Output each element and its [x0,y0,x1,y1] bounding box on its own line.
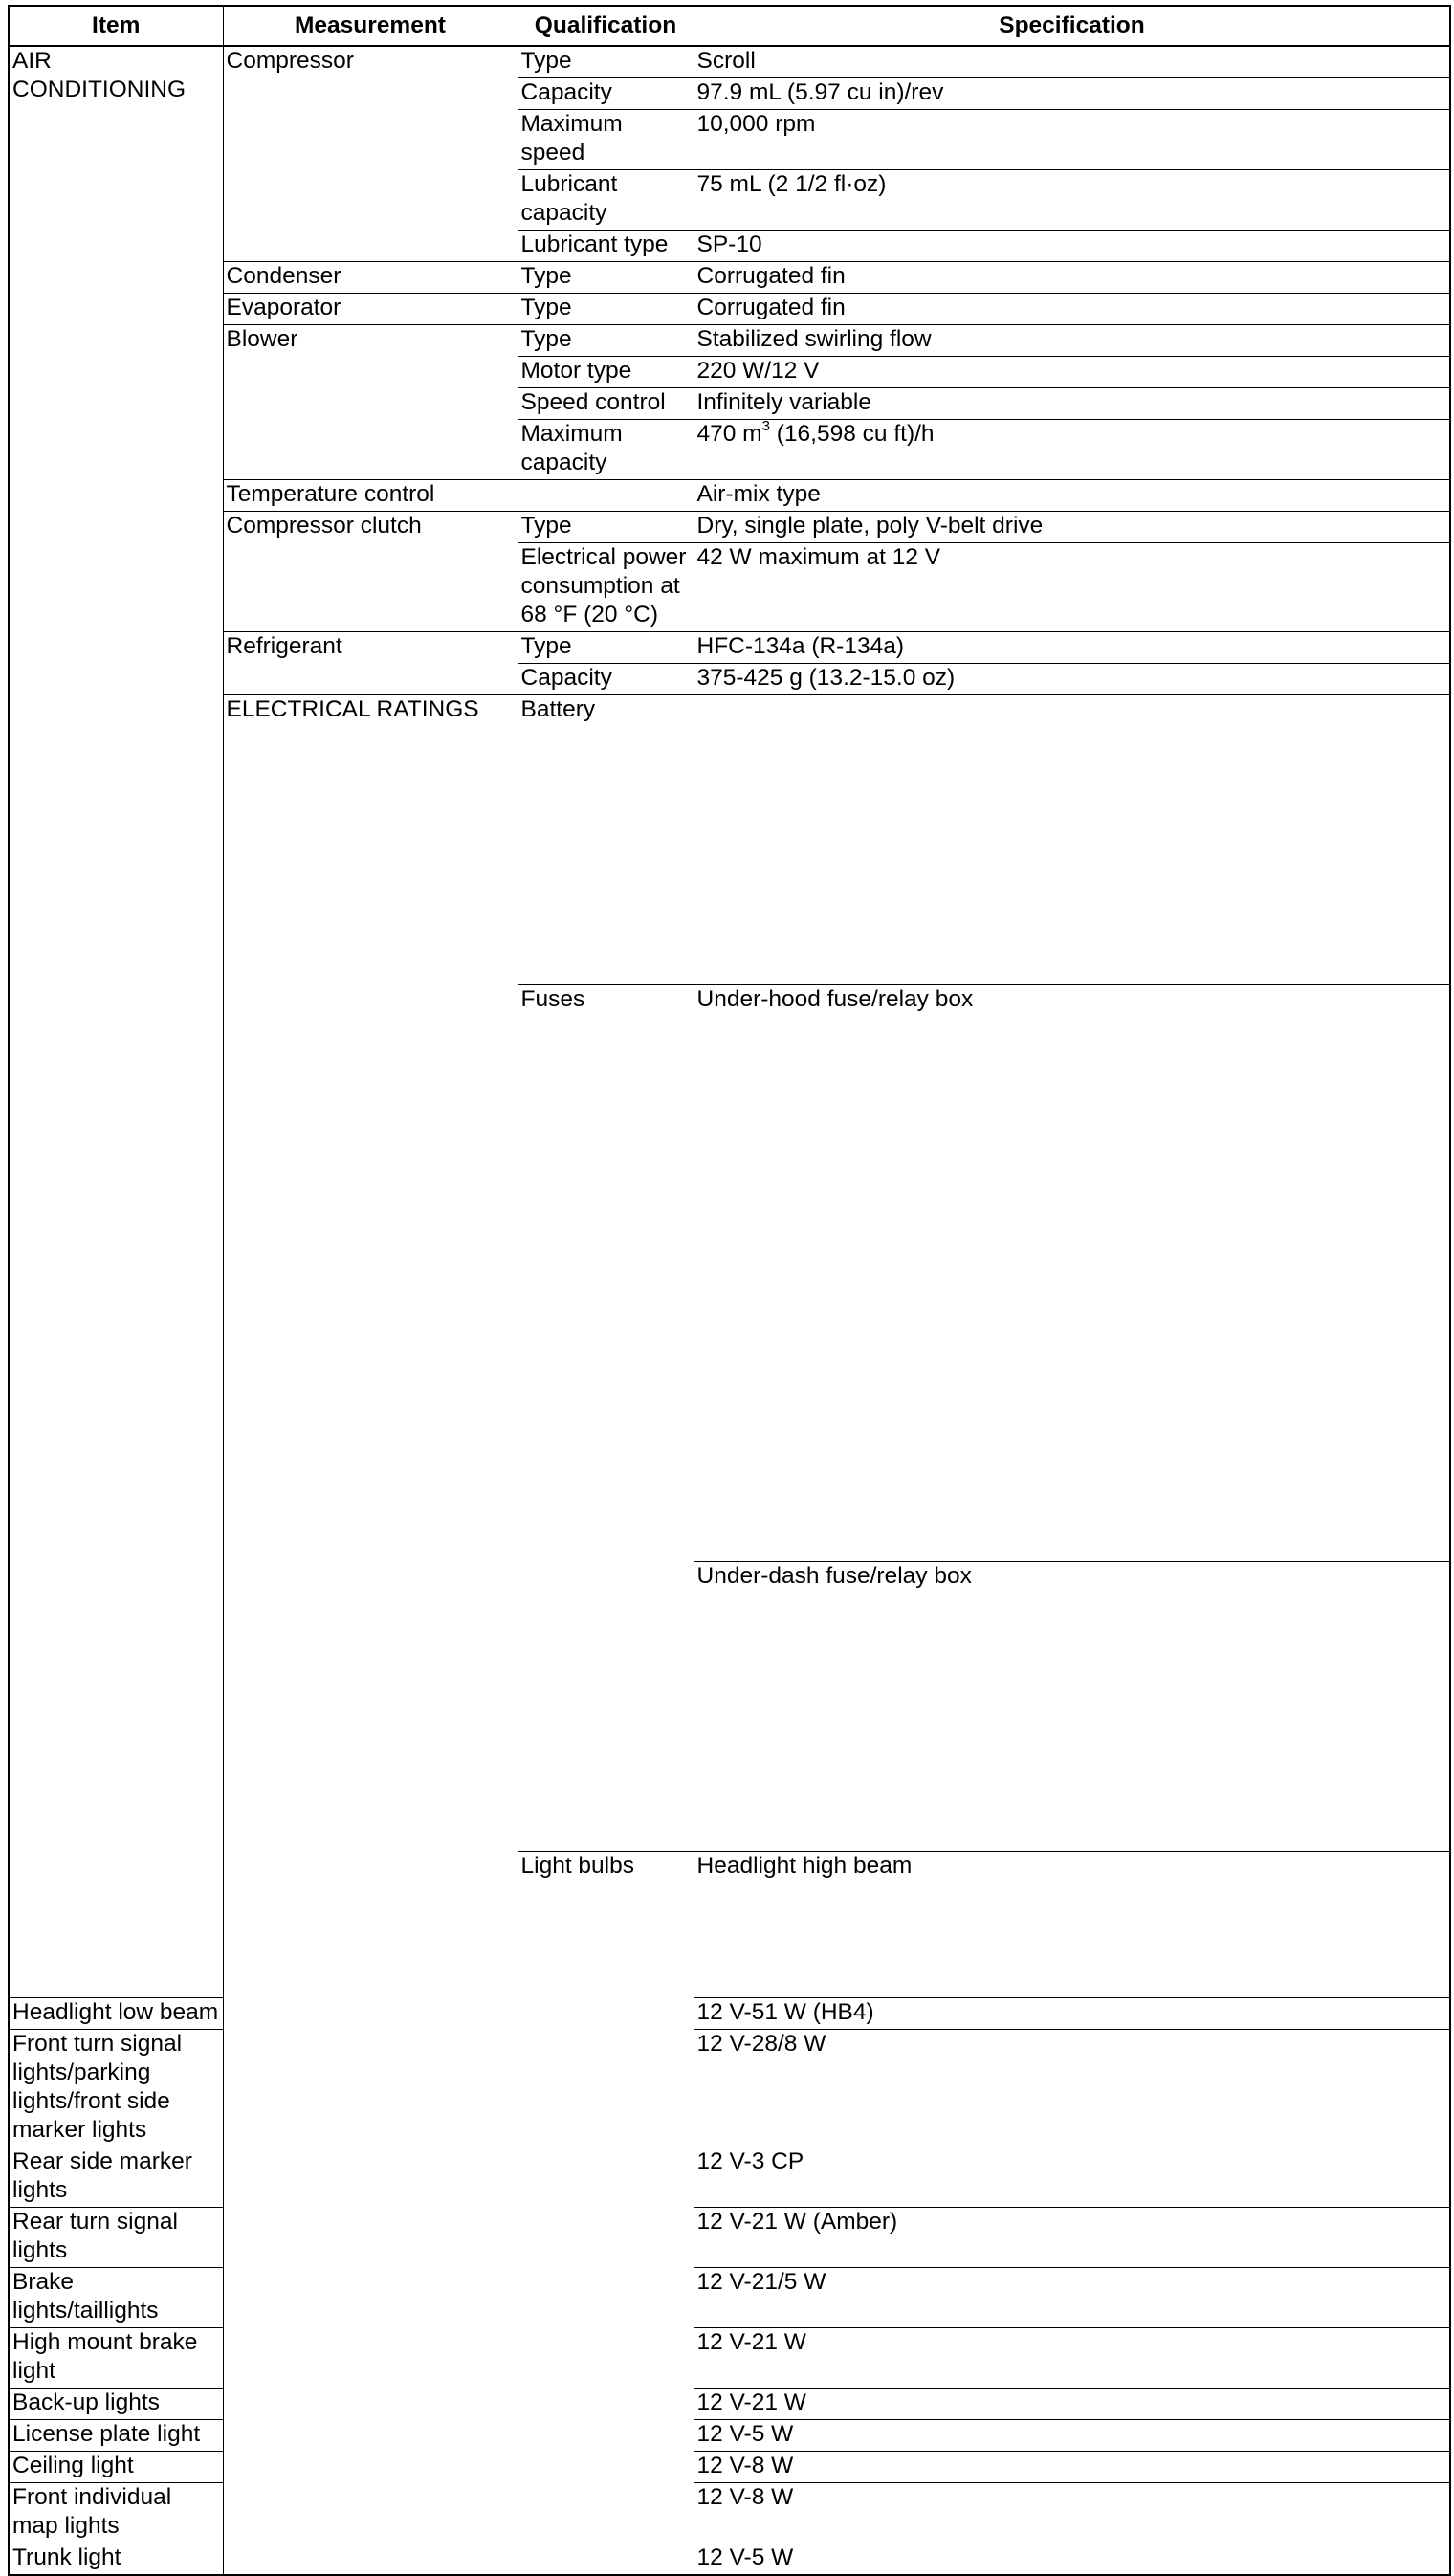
header-specification: Specification [694,6,1450,46]
qualification-cell: Front turn signal lights/parking lights/front side marker lights [9,2030,223,2147]
measurement-light-bulbs: Light bulbs [518,1852,694,2576]
qualification-cell: Ceiling light [9,2452,223,2483]
qualification-cell: Type [518,512,694,543]
spec-text: (16,598 cu ft)/h [769,421,935,447]
spec-text: 470 m [696,421,762,447]
qualification-cell: Brake lights/taillights [9,2268,223,2328]
measurement-temperature-control: Temperature control [223,480,518,512]
specification-cell: Scroll [694,46,1450,78]
qualification-cell: Under-dash fuse/relay box [694,1562,1450,1852]
specification-cell: 12 V-51 W (HB4) [694,1998,1450,2030]
qualification-cell [518,480,694,512]
qualification-cell: Type [518,294,694,325]
item-electrical-ratings: ELECTRICAL RATINGS [223,695,518,2576]
measurement-blower: Blower [223,325,518,480]
specification-cell: 12 V-8 W [694,2452,1450,2483]
specification-cell: Corrugated fin [694,294,1450,325]
measurement-refrigerant: Refrigerant [223,632,518,695]
qualification-cell: High mount brake light [9,2328,223,2389]
qualification-cell: Capacity [518,664,694,695]
specification-cell: Infinitely variable [694,388,1450,420]
table-row [9,480,1450,512]
specification-cell: 12 V-5 W [694,2420,1450,2452]
qualification-cell: Lubricant type [518,231,694,262]
qualification-cell: Headlight high beam [694,1852,1450,1998]
specification-cell: 12 V-28/8 W [694,2030,1450,2147]
table-row [9,325,1450,357]
qualification-cell [694,695,1450,985]
table-row [9,632,1450,664]
qualification-cell: Type [518,262,694,294]
table-row [9,262,1450,294]
qualification-cell: Type [518,632,694,664]
specification-cell: Air-mix type [694,480,1450,512]
specification-cell: 12 V-21/5 W [694,2268,1450,2328]
table-row [9,512,1450,543]
superscript: 3 [761,419,770,434]
qualification-cell: Type [518,46,694,78]
qualification-cell: Lubricant capacity [518,170,694,231]
qualification-cell: Trunk light [9,2543,223,2576]
qualification-cell: Rear turn signal lights [9,2208,223,2268]
qualification-cell: Motor type [518,357,694,388]
measurement-fuses: Fuses [518,985,694,1852]
specification-cell: 12 V-21 W [694,2389,1450,2420]
specification-cell: SP-10 [694,231,1450,262]
specification-cell: 12 V-8 W [694,2483,1450,2543]
specification-cell: 12 V-5 W [694,2543,1450,2576]
header-qualification: Qualification [518,6,694,46]
qualification-cell: Rear side marker lights [9,2147,223,2208]
spec-sheet [8,5,1449,2576]
header-item: Item [9,6,223,46]
qualification-cell: Electrical power consumption at 68 °F (20 °C) [518,543,694,632]
specification-cell: 12 V-21 W [694,2328,1450,2389]
specification-cell: 97.9 mL (5.97 cu in)/rev [694,78,1450,110]
qualification-cell: Maximum capacity [518,420,694,480]
measurement-condenser: Condenser [223,262,518,294]
measurement-battery: Battery [518,695,694,985]
specification-cell: 75 mL (2 1/2 fl·oz) [694,170,1450,231]
specification-cell: HFC-134a (R-134a) [694,632,1450,664]
measurement-compressor: Compressor [223,46,518,262]
item-air-conditioning: AIR CONDITIONING [9,46,223,1998]
qualification-cell: Capacity [518,78,694,110]
specification-cell: Dry, single plate, poly V-belt drive [694,512,1450,543]
specification-table [8,5,1451,2576]
specification-cell: 220 W/12 V [694,357,1450,388]
qualification-cell: Back-up lights [9,2389,223,2420]
qualification-cell: Front individual map lights [9,2483,223,2543]
qualification-cell: License plate light [9,2420,223,2452]
specification-cell: 42 W maximum at 12 V [694,543,1450,632]
measurement-evaporator: Evaporator [223,294,518,325]
header-measurement: Measurement [223,6,518,46]
table-row [9,695,1450,985]
specification-cell: 10,000 rpm [694,110,1450,170]
specification-cell: 375-425 g (13.2-15.0 oz) [694,664,1450,695]
table-row [9,46,1450,78]
qualification-cell: Maximum speed [518,110,694,170]
qualification-cell: Speed control [518,388,694,420]
specification-cell [694,420,1450,480]
qualification-cell: Type [518,325,694,357]
qualification-cell: Under-hood fuse/relay box [694,985,1450,1562]
table-row [9,294,1450,325]
specification-cell: 12 V-3 CP [694,2147,1450,2208]
specification-cell: Corrugated fin [694,262,1450,294]
measurement-compressor-clutch: Compressor clutch [223,512,518,632]
specification-cell: 12 V-21 W (Amber) [694,2208,1450,2268]
specification-cell: Stabilized swirling flow [694,325,1450,357]
header-row [9,6,1450,46]
qualification-cell: Headlight low beam [9,1998,223,2030]
